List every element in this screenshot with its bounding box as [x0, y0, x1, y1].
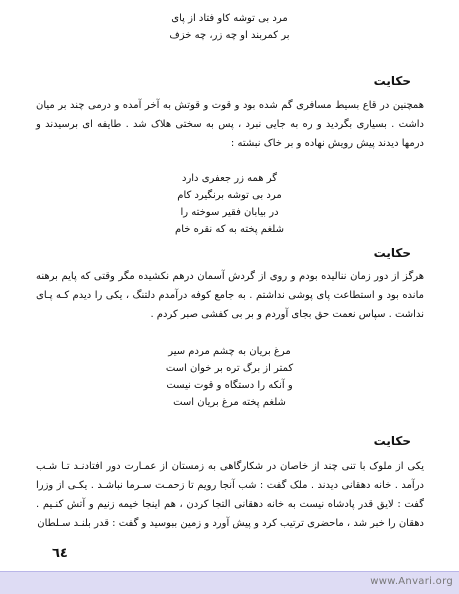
verse-line: بر کمربند او چه زر، چه خزف: [169, 30, 290, 41]
section-verse-2: [0, 343, 459, 411]
verse-line: مرغ بریان به چشم مردم سیر: [168, 346, 291, 357]
verse-line: مرد بی توشه برنگیرد کام: [177, 190, 282, 201]
section-paragraph-3: يکی از ملوک با تنی چند از خاصان در شکارگاهی به زمستان از عمـارت دور افتادنـد تـا شـب درآمد . خانه دهقانی دیدند . ملک گفت : شب آنجا رويم تا زحمـت سـرما نباشـد . يکـی از وزرا گفت : لايق قدر پادشاه نيست به خانه دهقانی التجا کردن ، هم اينجا خيمه زنيم و آتش کنـيم . دهقان را خبر شد ، ماحضری ترتيب کرد و پيش آورد و زمين ببوسيد و گفت : قدر بلنـد سـلطان: [36, 461, 424, 529]
top-verse: [0, 10, 459, 44]
verse-line: کمتر از برگ تره بر خوان است: [165, 363, 294, 374]
section-verse-1: [0, 170, 459, 238]
section-paragraph-2: هرگز از دور زمان نناليده بودم و روی از گردش آسمان درهم نکشيده مگر وقتی که پايم برهنه مانده بود و استطاعت پای پوشی نداشتم . به جامع کوفه درآمدم دلتنگ ، يکی را ديدم کـه پـای نداشت . سپاس نعمت حق بجای آوردم و بر بی کفشی صبر کردم .: [36, 271, 424, 320]
verse-line: شلغم پخته به که نقره خام: [175, 224, 284, 235]
verse-line: و آنکه را دستگاه و قوت نیست: [166, 380, 293, 391]
verse-line: مرد بی توشه کاو فتاد از پای: [171, 13, 288, 24]
page-number: ٦٤: [52, 546, 68, 561]
verse-line: در بیابان فقیر سوخته را: [180, 207, 279, 218]
section-heading-1: حکایت: [373, 74, 411, 88]
verse-line: گر همه زر جعفری دارد: [182, 173, 277, 184]
footer-bar: [0, 571, 459, 594]
section-heading-2: حکایت: [373, 246, 411, 260]
section-paragraph-1: همچنین در قاع بسیط مسافری گم شده بود و قوت و قوتش به آخر آمده و درمی چند بر میان داشت . بسیاری بگردید و ره به جایی نبرد ، پس به سختی هلاک شد . طایفه ای برسیدند و درمها دیدند پیش رویش نهاده و بر خاک نبشته :: [36, 100, 424, 149]
watermark: www.Anvari.org: [370, 576, 453, 587]
section-heading-3: حکایت: [373, 434, 411, 448]
verse-line: شلغم پخته مرغ بریان است: [173, 397, 286, 408]
